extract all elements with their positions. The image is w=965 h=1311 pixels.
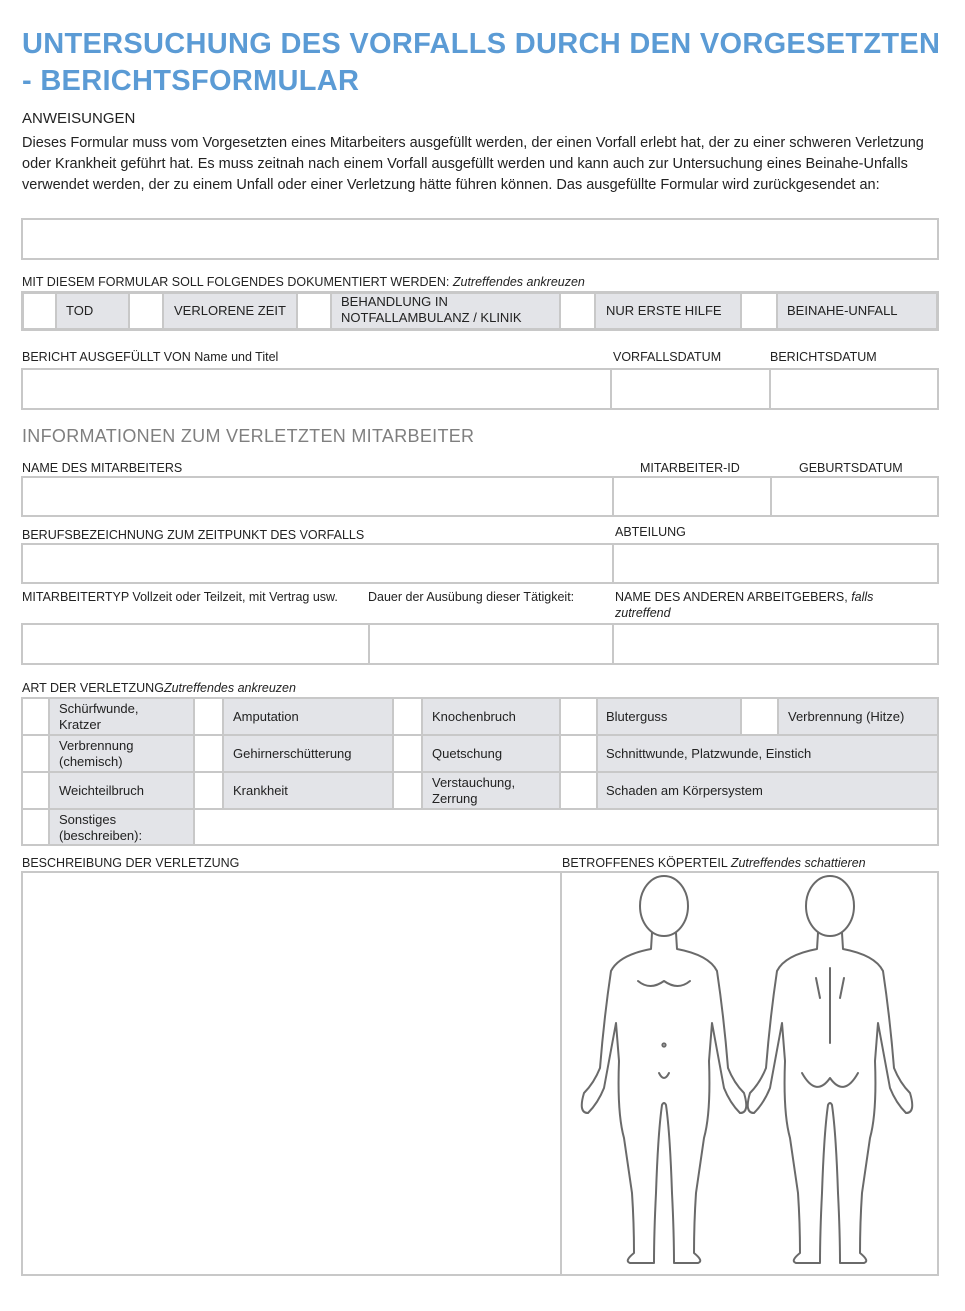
option-schuerfwunde-label: Schürfwunde, Kratzer bbox=[59, 701, 139, 732]
checkbox-amputation[interactable] bbox=[194, 698, 223, 735]
employee-type-field[interactable] bbox=[21, 623, 370, 665]
body-part-label: BETROFFENES KÖPERTEIL Zutreffendes schattieren bbox=[562, 856, 866, 870]
checkbox-bluterguss[interactable] bbox=[560, 698, 597, 735]
option-erste-hilfe-label: NUR ERSTE HILFE bbox=[606, 303, 722, 318]
employee-section-title: INFORMATIONEN ZUM VERLETZTEN MITARBEITER bbox=[22, 426, 475, 446]
employee-name-label: NAME DES MITARBEITERS bbox=[22, 461, 183, 475]
job-title-label: BERUFSBEZEICHNUNG ZUM ZEITPUNKT DES VORFALLS bbox=[22, 528, 365, 542]
option-bluterguss-label: Bluterguss bbox=[606, 709, 668, 724]
employee-id-field[interactable] bbox=[612, 476, 772, 517]
description-label: BESCHREIBUNG DER VERLETZUNG bbox=[22, 856, 240, 870]
instructions-text: Dieses Formular muss vom Vorgesetzten eines Mitarbeiters ausgefüllt werden, der einen Vorfall erlebt hat, der zu einer schweren Verletzung oder Krankheit geführt hat. Es muss zeitnah nach einem Vorfall ausgefüllt werden und kann auch zur Untersuchung eines Beinahe-Unfalls verwendet werden, der zu einem Unfall oder einer Verletzung hätte führen können. Das ausgefüllte Formular wird zurückgesendet an: bbox=[22, 135, 924, 193]
checkbox-koerpersystem[interactable] bbox=[560, 772, 597, 809]
option-verbrennung-hitze-label: Verbrennung (Hitze) bbox=[788, 709, 905, 724]
option-verbrennung-chemisch-label: Verbrennung (chemisch) bbox=[59, 738, 134, 769]
checkbox-verstauchung[interactable] bbox=[393, 772, 422, 809]
duration-field[interactable] bbox=[368, 623, 614, 665]
option-koerpersystem-label: Schaden am Körpersystem bbox=[606, 783, 763, 798]
option-krankheit-label: Krankheit bbox=[233, 783, 288, 798]
checkbox-sonstiges[interactable] bbox=[22, 809, 49, 845]
checkbox-notfallambulanz[interactable] bbox=[297, 293, 331, 329]
checkbox-tod[interactable] bbox=[23, 293, 56, 329]
option-gehirnerschuetterung-label: Gehirnerschütterung bbox=[233, 746, 352, 761]
employee-name-field[interactable] bbox=[21, 476, 614, 517]
incident-date-field[interactable] bbox=[610, 368, 771, 410]
option-sonstiges-label: Sonstiges (beschreiben): bbox=[59, 811, 143, 843]
description-field[interactable] bbox=[21, 871, 562, 1276]
option-notfallambulanz-label: BEHANDLUNG IN NOTFALLAMBULANZ / KLINIK bbox=[341, 294, 522, 325]
employee-id-label: MITARBEITER-ID bbox=[640, 461, 740, 475]
form-title: UNTERSUCHUNG DES VORFALLS DURCH DEN VORGESETZTEN - BERICHTSFORMULAR bbox=[22, 28, 941, 97]
incident-date-label: VORFALLSDATUM bbox=[613, 350, 722, 364]
job-title-field[interactable] bbox=[21, 543, 614, 584]
completed-by-label: BERICHT AUSGEFÜLLT VON Name und Titel bbox=[22, 350, 279, 364]
completed-by-field[interactable] bbox=[21, 368, 612, 410]
employee-type-label: MITARBEITERTYP Vollzeit oder Teilzeit, mit Vertrag usw. bbox=[22, 590, 338, 604]
checkbox-schuerfwunde[interactable] bbox=[22, 698, 49, 735]
option-beinahe-unfall-label: BEINAHE-UNFALL bbox=[787, 303, 898, 318]
body-diagram[interactable] bbox=[562, 873, 937, 1274]
option-verlorene-zeit-label: VERLORENE ZEIT bbox=[174, 303, 286, 318]
other-employer-label: NAME DES ANDEREN ARBEITGEBERS, falls zutreffend bbox=[615, 590, 874, 620]
document-type-label: MIT DIESEM FORMULAR SOLL FOLGENDES DOKUMENTIERT WERDEN: Zutreffendes ankreuzen bbox=[22, 275, 585, 289]
dob-label: GEBURTSDATUM bbox=[799, 461, 903, 475]
checkbox-krankheit[interactable] bbox=[194, 772, 223, 809]
option-tod-label: TOD bbox=[66, 303, 94, 318]
other-employer-field[interactable] bbox=[612, 623, 939, 665]
option-knochenbruch-label: Knochenbruch bbox=[432, 709, 516, 724]
dob-field[interactable] bbox=[770, 476, 939, 517]
instructions-heading: ANWEISUNGEN bbox=[22, 110, 136, 127]
body-front-outline-icon[interactable] bbox=[582, 876, 747, 1263]
checkbox-weichteilbruch[interactable] bbox=[22, 772, 49, 809]
return-address-field[interactable] bbox=[21, 218, 939, 260]
department-field[interactable] bbox=[612, 543, 939, 584]
duration-label: Dauer der Ausübung dieser Tätigkeit: bbox=[368, 590, 575, 604]
sonstiges-field[interactable] bbox=[194, 809, 938, 845]
checkbox-verlorene-zeit[interactable] bbox=[129, 293, 163, 329]
checkbox-schnittwunde[interactable] bbox=[560, 735, 597, 772]
option-weichteilbruch-label: Weichteilbruch bbox=[59, 783, 145, 798]
checkbox-verbrennung-chemisch[interactable] bbox=[22, 735, 49, 772]
checkbox-verbrennung-hitze[interactable] bbox=[741, 698, 778, 735]
checkbox-erste-hilfe[interactable] bbox=[560, 293, 595, 329]
option-verstauchung-label: Verstauchung, Zerrung bbox=[432, 775, 516, 806]
body-back-outline-icon[interactable] bbox=[748, 876, 913, 1263]
injury-type-label: ART DER VERLETZUNGZutreffendes ankreuzen bbox=[22, 681, 296, 695]
report-date-field[interactable] bbox=[769, 368, 939, 410]
option-quetschung-label: Quetschung bbox=[432, 746, 503, 761]
option-schnittwunde-label: Schnittwunde, Platzwunde, Einstich bbox=[606, 746, 812, 761]
checkbox-beinahe-unfall[interactable] bbox=[741, 293, 777, 329]
checkbox-quetschung[interactable] bbox=[393, 735, 422, 772]
report-date-label: BERICHTSDATUM bbox=[770, 350, 877, 364]
department-label: ABTEILUNG bbox=[615, 525, 686, 539]
option-amputation-label: Amputation bbox=[233, 709, 299, 724]
checkbox-gehirnerschuetterung[interactable] bbox=[194, 735, 223, 772]
checkbox-knochenbruch[interactable] bbox=[393, 698, 422, 735]
